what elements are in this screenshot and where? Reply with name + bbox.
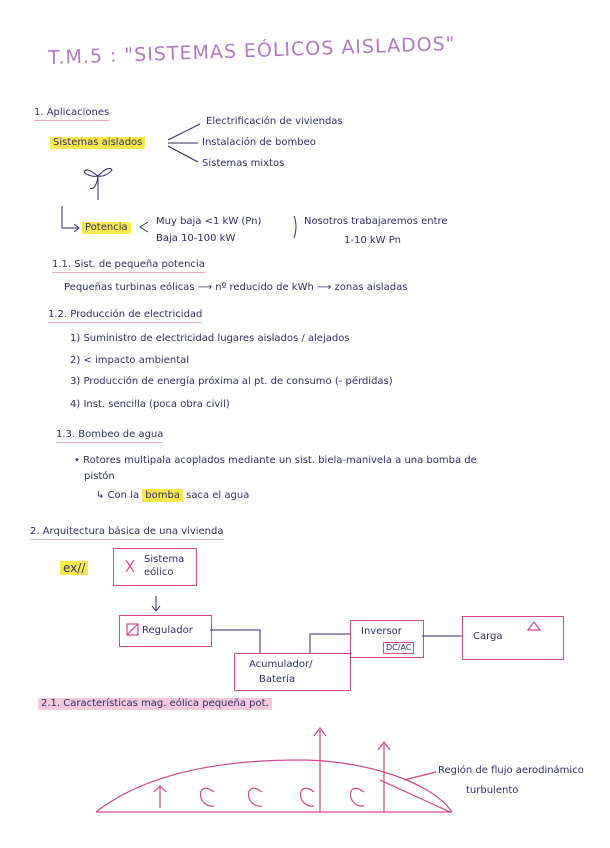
branch-bombeo: Instalación de bombeo bbox=[202, 137, 316, 148]
carga-label: Carga bbox=[473, 631, 503, 642]
potencia-note-line-1: Nosotros trabajaremos entre bbox=[304, 216, 448, 227]
example-label: ex// bbox=[60, 561, 88, 575]
list-item-1: 1) Suministro de electricidad lugares aislados / alejados bbox=[70, 333, 350, 344]
inversor-line-2: DC/AC bbox=[383, 642, 414, 654]
bomba-highlight: bomba bbox=[142, 489, 183, 502]
section-1-1-heading: 1.1. Sist. de pequeña potencia bbox=[52, 260, 205, 273]
list-item-2: 2) < impacto ambiental bbox=[70, 355, 190, 366]
bombeo-bullet-line-2: pistón bbox=[84, 471, 115, 482]
potencia-label: Potencia bbox=[82, 222, 131, 234]
inversor-line-1: Inversor bbox=[361, 626, 402, 637]
section-2-heading: 2. Arquitectura básica de una vivienda bbox=[30, 527, 224, 540]
wind-turbine-sketch-icon bbox=[84, 168, 112, 200]
architecture-connectors bbox=[152, 596, 462, 653]
potencia-muy-baja: Muy baja <1 kW (Pn) bbox=[156, 216, 262, 227]
potencia-baja: Baja 10-100 kW bbox=[156, 233, 236, 244]
branch-mixtos: Sistemas mixtos bbox=[202, 158, 285, 169]
sistema-eolico-line-2: eólico bbox=[144, 567, 174, 578]
section-1-2-heading: 1.2. Producción de electricidad bbox=[48, 310, 202, 323]
section-1-heading: 1. Aplicaciones bbox=[34, 108, 109, 121]
bombeo-arrow-text-a: ↳ Con la bbox=[96, 490, 143, 501]
flow-annotation-line-2: turbulento bbox=[466, 785, 519, 796]
list-item-4: 4) Inst. sencilla (poca obra civil) bbox=[70, 399, 230, 410]
acumulador-line-2: Batería bbox=[259, 674, 296, 685]
bombeo-arrow-text-c: saca el agua bbox=[182, 490, 250, 501]
bombeo-bullet-line-1: • Rotores multipala acoplados mediante un sist. biela-manivela a una bomba de bbox=[74, 455, 477, 466]
regulador-label: Regulador bbox=[142, 625, 193, 636]
branch-electrificacion: Electrificación de viviendas bbox=[206, 116, 343, 127]
list-item-3: 3) Producción de energía próxima al pt. de consumo (- pérdidas) bbox=[70, 376, 393, 387]
section-1-1-line: Pequeñas turbinas eólicas ⟶ nº reducido de kWh ⟶ zonas aisladas bbox=[64, 282, 408, 293]
potencia-note-line-2: 1-10 kW Pn bbox=[344, 235, 401, 246]
page-title: T.M.5 : "SISTEMAS EÓLICOS AISLADOS" bbox=[47, 32, 456, 70]
section-2-1-heading: 2.1. Características mag. eólica pequeña pot. bbox=[38, 698, 272, 710]
box-glyphs bbox=[126, 560, 540, 635]
wind-flow-diagram bbox=[96, 728, 452, 812]
potencia-arrow bbox=[62, 206, 296, 238]
section-1-3-heading: 1.3. Bombeo de agua bbox=[56, 430, 163, 443]
branch-lines bbox=[168, 124, 200, 162]
acumulador-line-1: Acumulador/ bbox=[249, 659, 313, 670]
systems-aislados-label: Sistemas aislados bbox=[50, 137, 145, 149]
flow-annotation-line-1: Región de flujo aerodinámico bbox=[438, 765, 584, 776]
sistema-eolico-line-1: Sistema bbox=[144, 554, 185, 565]
